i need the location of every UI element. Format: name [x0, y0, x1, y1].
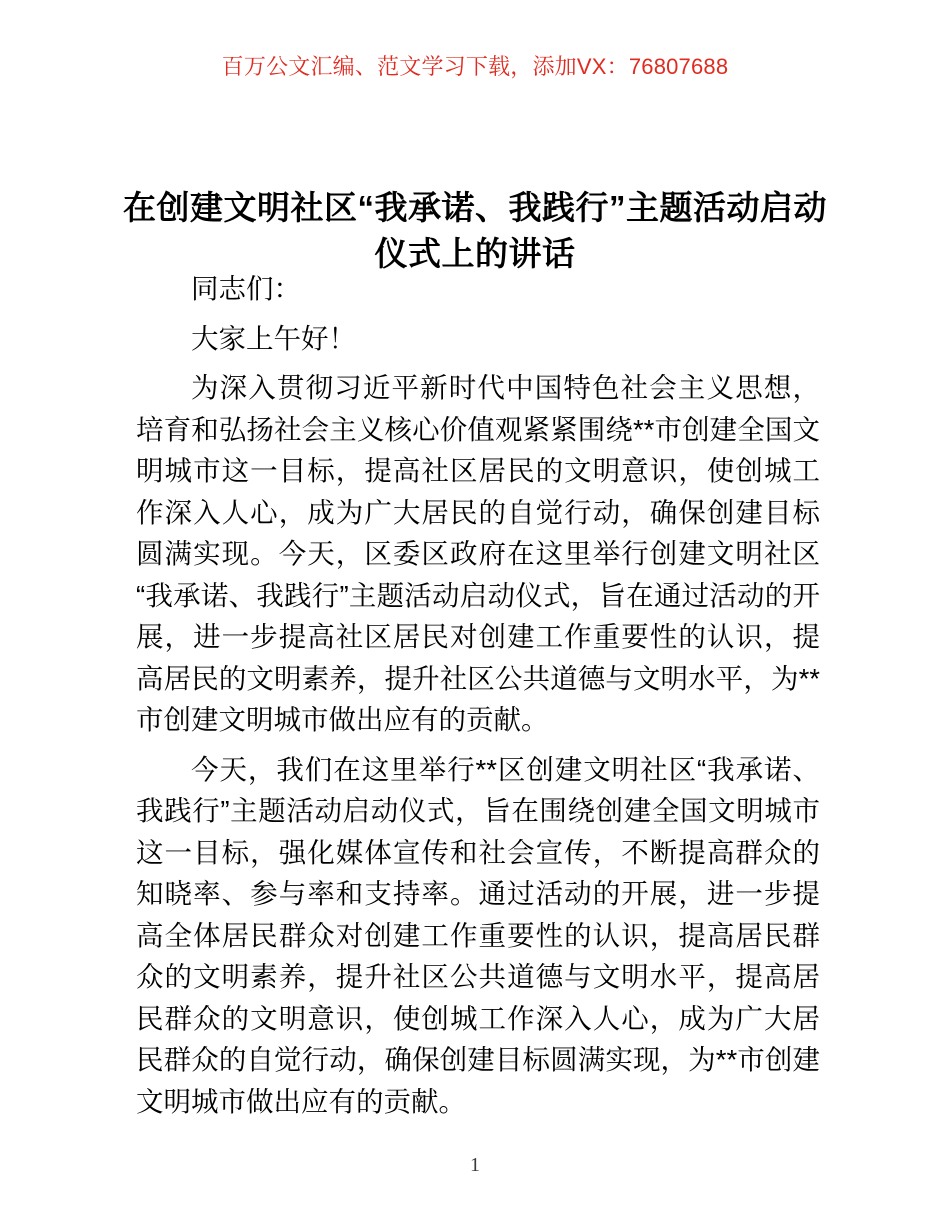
greeting-line: 大家上午好！: [191, 322, 356, 354]
body-paragraph-2: 今天，我们在这里举行**区创建文明社区“我承诺、我践行”主题活动启动仪式，旨在围绕创建全国文明城市这一目标，强化媒体宣传和社会宣传，不断提高群众的知晓率、参与率和支持率。通过活动的开展，进一步提高全体居民群众对创建工作重要性的认识，提高居民群众的文明素养，提升社区公共道德与文明水平，提高居民群众的文明意识，使创城工作深入人心，成为广大居民群众的自觉行动，确保创建目标圆满实现，为**市创建文明城市做出应有的贡献。: [136, 753, 820, 1117]
page-title: 在创建文明社区“我承诺、我践行”主题活动启动仪式上的讲话: [123, 189, 827, 273]
promo-header-banner: 百万公文汇编、范文学习下载，添加VX：76807688: [221, 54, 729, 79]
body-paragraph-1: 为深入贯彻习近平新时代中国特色社会主义思想，培育和弘扬社会主义核心价值观紧紧围绕**市创建全国文明城市这一目标，提高社区居民的文明意识，使创城工作深入人心，成为广大居民的自觉行动，确保创建目标圆满实现。今天，区委区政府在这里举行创建文明社区“我承诺、我践行”主题活动启动仪式，旨在通过活动的开展，进一步提高社区居民对创建工作重要性的认识，提高居民的文明素养，提升社区公共道德与文明水平，为**市创建文明城市做出应有的贡献。: [136, 372, 820, 735]
document-body: [136, 268, 820, 1130]
page-number: 1: [470, 1154, 480, 1176]
salutation-line: 同志们：: [191, 273, 301, 304]
